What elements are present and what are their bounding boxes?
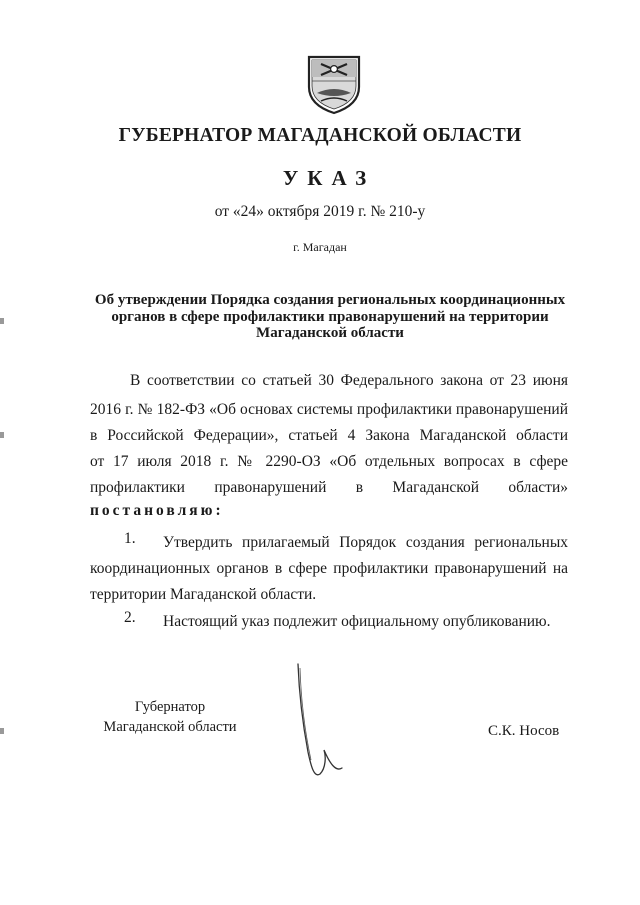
preamble-line: от 17 июля 2018 г. № 2290-ОЗ «Об отдельных вопросах в сфере	[90, 453, 568, 470]
authority-title: ГУБЕРНАТОР МАГАДАНСКОЙ ОБЛАСТИ	[118, 125, 522, 146]
item-line: территории Магаданской области.	[90, 586, 317, 603]
item-number: 1.	[124, 530, 136, 547]
decree-word: постановляю:	[90, 502, 224, 519]
item-line: Утвердить прилагаемый Порядок создания региональных	[163, 534, 568, 551]
signature-icon	[290, 660, 350, 790]
scan-edge-mark	[0, 432, 4, 438]
document-type: УКАЗ	[282, 166, 376, 190]
item-line: Настоящий указ подлежит официальному опубликованию.	[163, 613, 551, 630]
subject-line: органов в сфере профилактики правонарушений на территории	[111, 308, 549, 325]
scan-edge-mark	[0, 318, 4, 324]
signatory-title	[90, 697, 250, 737]
document-date-number: от «24» октября 2019 г. № 210-у	[214, 203, 426, 220]
signatory-title-line: Магаданской области	[103, 719, 237, 735]
signatory-title-line: Губернатор	[134, 699, 206, 715]
scan-edge-mark	[0, 728, 4, 734]
preamble-line: 2016 г. № 182-ФЗ «Об основах системы профилактики правонарушений	[90, 401, 568, 418]
item-line: координационных органов в сфере профилактики правонарушений на	[90, 560, 568, 577]
preamble-line: В соответствии со статьей 30 Федерального закона от 23 июня	[130, 372, 568, 389]
coat-of-arms-icon	[303, 53, 365, 115]
preamble-line: профилактики правонарушений в Магаданской области»	[90, 479, 568, 496]
signatory-name: С.К. Носов	[488, 723, 560, 739]
subject-line: Магаданской области	[256, 325, 404, 341]
document-city: г. Магадан	[293, 240, 347, 254]
document-subject	[80, 292, 580, 342]
item-number: 2.	[124, 609, 136, 626]
preamble-line: в Российской Федерации», статьей 4 Закона Магаданской области	[90, 427, 568, 444]
subject-line: Об утверждении Порядка создания региональных координационных	[94, 292, 566, 308]
